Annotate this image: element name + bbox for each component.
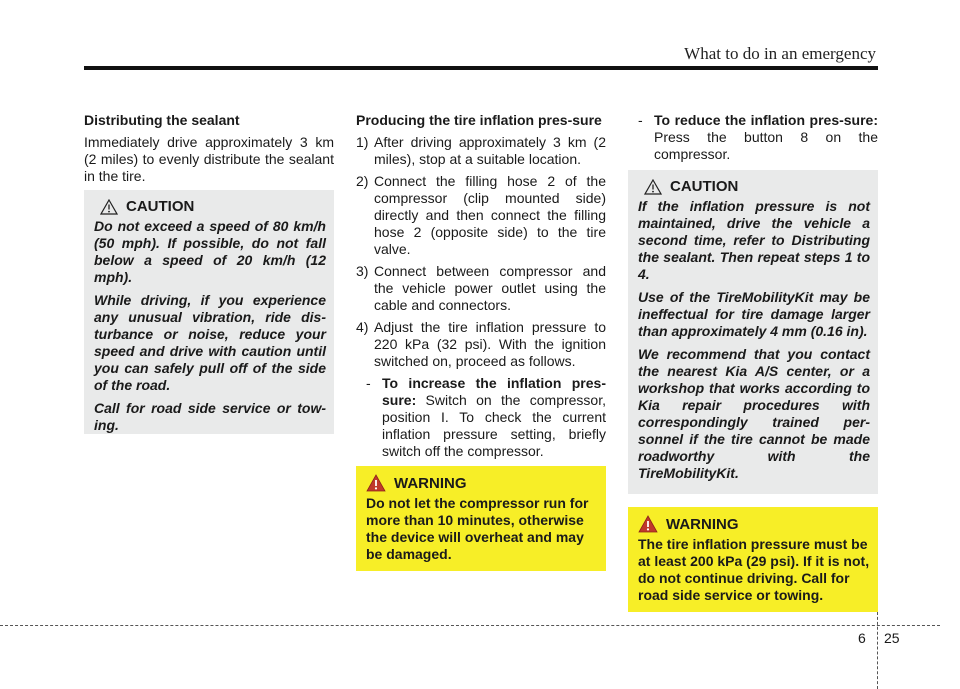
increase-text: Switch on the compressor, position I. To check the current inflation pressure setting, briefly switch off the compressor. <box>382 392 606 459</box>
step-text: Connect between compressor and the vehicle power outlet using the cable and connectors. <box>374 263 606 313</box>
warning-triangle-icon <box>366 474 386 492</box>
caution-contact-text: We recommend that you contact the nearest Kia A/S center, or a workshop that works according to Kia repair procedures with correspondingly trained per-sonnel if the tire cannot be made roadworthy with the TireMobilityKit. <box>638 346 870 481</box>
section-heading-distributing: Distributing the sealant <box>84 112 240 128</box>
footer-rule <box>0 625 940 626</box>
warning-compressor-text: Do not let the compressor run for more than 10 minutes, otherwise the device will overheat and may be damaged. <box>366 495 589 562</box>
increase-pressure-item <box>356 375 606 460</box>
caution-triangle-icon <box>100 199 118 215</box>
step-number: 2) <box>356 173 369 189</box>
caution-title: CAUTION <box>670 178 739 195</box>
caution-speed-text: Do not exceed a speed of 80 km/h (50 mph). If possible, do not fall below a speed of 20 km/h (12 mph). <box>94 218 326 285</box>
section-heading-producing: Producing the tire inflation pres-sure <box>356 112 602 128</box>
list-item <box>356 263 606 314</box>
increase-label: To increase the inflation pres-sure: <box>382 375 606 408</box>
step-number: 3) <box>356 263 369 279</box>
column-left <box>84 112 334 190</box>
steps-list <box>356 134 606 370</box>
caution-triangle-icon <box>644 179 662 195</box>
warning-triangle-icon <box>638 515 658 533</box>
step-text: Connect the filling hose 2 of the compressor (clip mounted side) directly and then connect the filling hose 2 (opposite side) to the tire valve. <box>374 173 606 257</box>
caution-service-text: Call for road side service or tow-ing. <box>94 400 326 433</box>
caution-damage-size-text: Use of the TireMobilityKit may be ineffectual for tire damage larger than approximately 4 mm (0.16 in). <box>638 289 870 339</box>
warning-box-pressure <box>628 507 878 612</box>
section-header-title: What to do in an emergency <box>684 44 876 63</box>
caution-repeat-text: If the inflation pressure is not maintained, drive the vehicle a second time, refer to Distributing the sealant. Then repeat steps 1 to 4. <box>638 198 870 282</box>
list-item <box>356 134 606 168</box>
footer-divider <box>877 612 878 689</box>
header-rule <box>84 66 878 70</box>
distributing-body: Immediately drive approximately 3 km (2 miles) to evenly distribute the sealant in the tire. <box>84 134 334 184</box>
caution-title: CAUTION <box>126 198 195 215</box>
list-item <box>356 173 606 258</box>
chapter-number: 6 <box>858 630 866 646</box>
page-number: 25 <box>884 630 900 646</box>
reduce-pressure-item <box>628 112 878 163</box>
reduce-text: Press the button 8 on the compressor. <box>654 129 878 162</box>
step-text: Adjust the tire inflation pressure to 220 kPa (32 psi). With the ignition switched on, proceed as follows. <box>374 319 606 369</box>
warning-title: WARNING <box>394 474 467 492</box>
dash-marker: - <box>638 112 643 128</box>
column-middle <box>356 112 606 465</box>
dash-marker: - <box>366 375 371 391</box>
caution-box-speed <box>84 190 334 434</box>
step-number: 1) <box>356 134 369 150</box>
reduce-label: To reduce the inflation pres-sure: <box>654 112 878 128</box>
warning-title: WARNING <box>666 515 739 533</box>
caution-vibration-text: While driving, if you experience any unusual vibration, ride dis-turbance or noise, reduce your speed and drive with caution until you can safely pull off of the side of the road. <box>94 292 326 393</box>
caution-box-pressure <box>628 170 878 494</box>
step-number: 4) <box>356 319 369 335</box>
warning-box-compressor <box>356 466 606 571</box>
warning-pressure-text: The tire inflation pressure must be at least 200 kPa (29 psi). If it is not, do not continue driving. Call for road side service or towing. <box>638 536 870 603</box>
column-right <box>628 112 878 168</box>
step-text: After driving approximately 3 km (2 miles), stop at a suitable location. <box>374 134 606 167</box>
list-item <box>356 319 606 370</box>
